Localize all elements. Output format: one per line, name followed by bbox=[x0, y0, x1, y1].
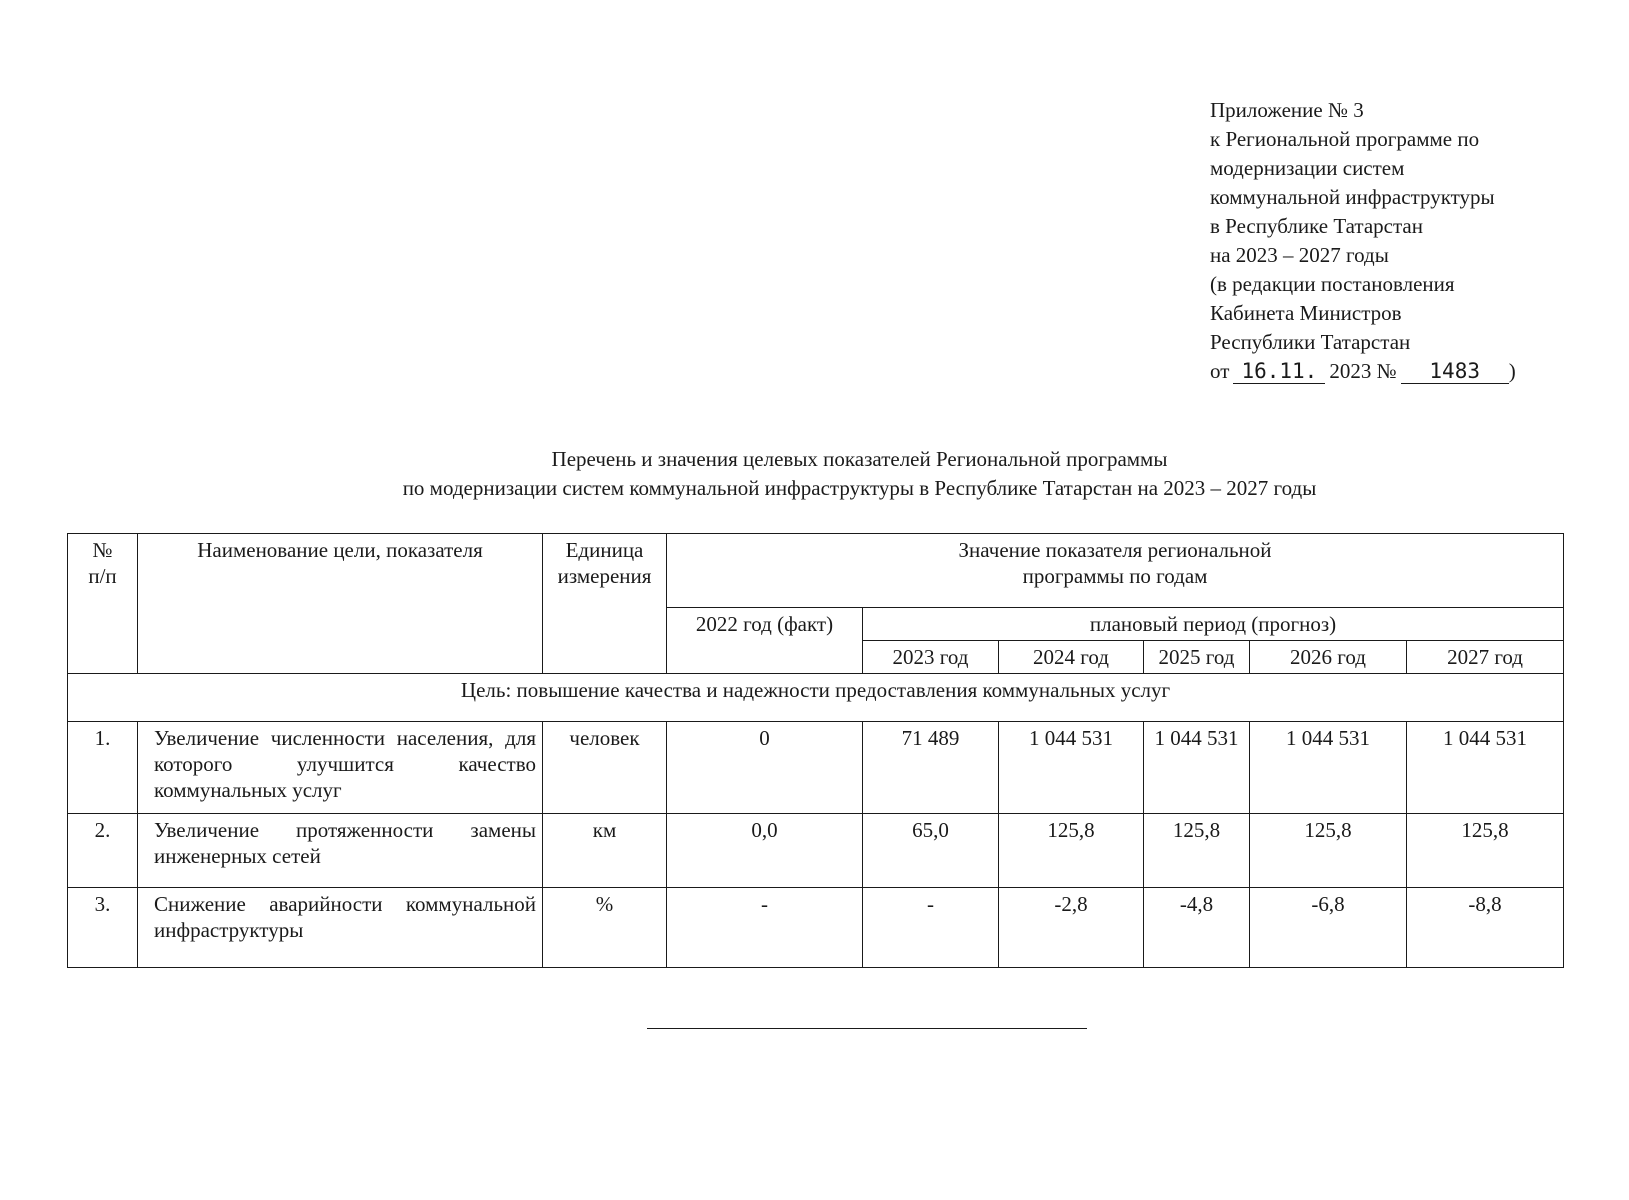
row-value-2023: - bbox=[863, 888, 999, 968]
row-value-2023: 65,0 bbox=[863, 814, 999, 888]
row-unit: % bbox=[543, 888, 667, 968]
header-num: № п/п bbox=[68, 534, 138, 674]
row-value-2027: -8,8 bbox=[1407, 888, 1564, 968]
row-num: 3. bbox=[68, 888, 138, 968]
appendix-line: (в редакции постановления bbox=[1210, 272, 1455, 296]
closing-paren: ) bbox=[1508, 359, 1516, 383]
row-unit: км bbox=[543, 814, 667, 888]
title-line-1: Перечень и значения целевых показателей Региональной программы bbox=[551, 447, 1168, 471]
row-unit: человек bbox=[543, 722, 667, 814]
year-label: 2023 № bbox=[1329, 359, 1397, 383]
row-value-2024: 125,8 bbox=[999, 814, 1144, 888]
row-name: Увеличение численности населения, для которого улучшится качество коммунальных услуг bbox=[138, 722, 543, 814]
header-year-2023: 2023 год bbox=[863, 641, 999, 674]
row-value-2025: -4,8 bbox=[1144, 888, 1250, 968]
row-num: 2. bbox=[68, 814, 138, 888]
handwritten-date: 16.11. bbox=[1233, 359, 1325, 384]
row-value-2025: 1 044 531 bbox=[1144, 722, 1250, 814]
row-name: Снижение аварийности коммунальной инфраструктуры bbox=[138, 888, 543, 968]
header-plan-period: плановый период (прогноз) bbox=[863, 608, 1564, 641]
appendix-line: модернизации систем bbox=[1210, 156, 1405, 180]
row-value-2026: 125,8 bbox=[1250, 814, 1407, 888]
header-year-2027: 2027 год bbox=[1407, 641, 1564, 674]
row-value-2026: 1 044 531 bbox=[1250, 722, 1407, 814]
header-name: Наименование цели, показателя bbox=[138, 534, 543, 674]
row-fact: 0 bbox=[667, 722, 863, 814]
row-value-2025: 125,8 bbox=[1144, 814, 1250, 888]
appendix-line: Республики Татарстан bbox=[1210, 330, 1411, 354]
goal-row: Цель: повышение качества и надежности предоставления коммунальных услуг bbox=[68, 674, 1564, 722]
header-year-2025: 2025 год bbox=[1144, 641, 1250, 674]
header-unit: Единица измерения bbox=[543, 534, 667, 674]
handwritten-number: 1483 bbox=[1401, 359, 1509, 384]
row-value-2024: -2,8 bbox=[999, 888, 1144, 968]
row-fact: 0,0 bbox=[667, 814, 863, 888]
row-num: 1. bbox=[68, 722, 138, 814]
appendix-line: на 2023 – 2027 годы bbox=[1210, 243, 1389, 267]
appendix-line: в Республике Татарстан bbox=[1210, 214, 1423, 238]
from-label: от bbox=[1210, 359, 1230, 383]
indicators-table bbox=[67, 533, 1564, 968]
row-fact: - bbox=[667, 888, 863, 968]
appendix-line: коммунальной инфраструктуры bbox=[1210, 185, 1495, 209]
table-row bbox=[68, 722, 1564, 814]
appendix-line: Приложение № 3 bbox=[1210, 98, 1364, 122]
table-row bbox=[68, 888, 1564, 968]
title-line-2: по модернизации систем коммунальной инфраструктуры в Республике Татарстан на 2023 – 2027 годы bbox=[402, 476, 1317, 500]
row-value-2026: -6,8 bbox=[1250, 888, 1407, 968]
header-values-group: Значение показателя региональной программы по годам bbox=[667, 534, 1564, 608]
row-value-2027: 1 044 531 bbox=[1407, 722, 1564, 814]
appendix-block bbox=[1210, 96, 1516, 386]
row-value-2023: 71 489 bbox=[863, 722, 999, 814]
appendix-line: к Региональной программе по bbox=[1210, 127, 1480, 151]
row-value-2024: 1 044 531 bbox=[999, 722, 1144, 814]
header-year-2024: 2024 год bbox=[999, 641, 1144, 674]
appendix-line: Кабинета Министров bbox=[1210, 301, 1402, 325]
header-year-2026: 2026 год bbox=[1250, 641, 1407, 674]
document-title bbox=[0, 445, 1629, 503]
table-row bbox=[68, 814, 1564, 888]
header-fact-2022: 2022 год (факт) bbox=[667, 608, 863, 674]
row-value-2027: 125,8 bbox=[1407, 814, 1564, 888]
row-name: Увеличение протяженности замены инженерных сетей bbox=[138, 814, 543, 888]
appendix-date-line bbox=[1210, 357, 1516, 386]
footer-divider bbox=[647, 1028, 1087, 1029]
